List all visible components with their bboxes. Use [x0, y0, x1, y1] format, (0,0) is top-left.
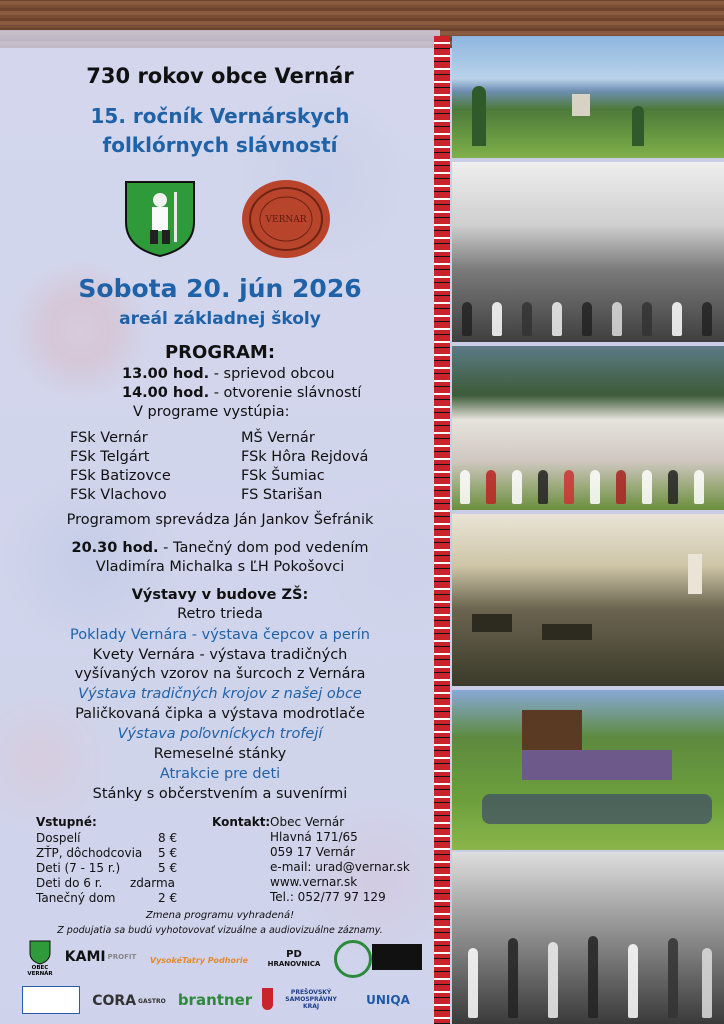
logo-psk [262, 984, 346, 1014]
program-host: Programom sprevádza Ján Jankov Šefránik [66, 512, 374, 528]
subtitle-line: folklórnych slávností [102, 133, 338, 157]
ticket-label: ZŤP, dôchodcovia [36, 846, 143, 860]
performer-right: MŠ Vernár [241, 430, 315, 446]
program-time: 20.30 hod. [71, 540, 159, 556]
figure-shape [538, 470, 548, 504]
event-date: Sobota 20. jún 2026 [78, 274, 362, 303]
figure-shape [642, 470, 652, 504]
stage-shape [522, 710, 582, 750]
logo-label: KAMI [64, 949, 106, 965]
program-text: - Tanečný dom pod vedením [158, 540, 369, 556]
coat-of-arms-icon [120, 178, 200, 258]
figure-shape [702, 948, 712, 1018]
contact-email[interactable]: e-mail: urad@vernar.sk [270, 860, 410, 874]
embroidered-ribbon [434, 36, 450, 1024]
program-text: - sprievod obcou [209, 366, 335, 382]
figure-shape [612, 302, 622, 336]
ticket-price: 5 € [158, 846, 178, 860]
logo-program-icon [22, 986, 80, 1014]
logo-label: CORA [92, 993, 137, 1009]
psk-shield-icon [262, 988, 273, 1010]
stage-floor-shape [522, 750, 672, 780]
crest-mini-icon [28, 939, 52, 965]
logo-hunting-association-icon [334, 940, 372, 978]
performer-left: FSk Vlachovo [70, 487, 167, 503]
logo-cora-gastro [90, 988, 168, 1014]
exhibition-item: Remeselné stánky [153, 746, 287, 762]
contact-line: Obec Vernár [270, 815, 345, 829]
performer-left: FSk Batizovce [70, 468, 171, 484]
figure-shape [468, 948, 478, 1018]
figure-shape [582, 302, 592, 336]
ticket-price: 2 € [158, 891, 178, 905]
figure-shape [522, 302, 532, 336]
logo-obec-vernar [22, 938, 58, 978]
figure-shape [616, 470, 626, 504]
program-item [122, 366, 335, 382]
exhibition-item: Kvety Vernára - výstava tradičných [92, 647, 348, 663]
figure-shape [672, 302, 682, 336]
exhibition-item: vyšívaných vzorov na šurcoch z Vernára [74, 666, 366, 682]
logo-label: PREŠOVSKÝ SAMOSPRÁVNY KRAJ [285, 988, 337, 1010]
event-place: areál základnej školy [119, 309, 321, 329]
ticket-label: Tanečný dom [36, 891, 116, 905]
crowd-shape [482, 794, 712, 824]
church-shape [688, 554, 702, 594]
program-heading: PROGRAM: [164, 342, 276, 363]
tickets-heading: Vstupné: [36, 815, 97, 829]
performer-right: FSk Hôra Rejdová [241, 449, 369, 465]
logo-label: OBEC VERNÁR [27, 965, 53, 977]
photo-festival-stage [452, 690, 724, 850]
exhibition-item: Paličkovaná čipka a výstava modrotlače [75, 706, 365, 722]
photo-folk-group-bw [452, 162, 724, 342]
poster-title: 730 rokov obce Vernár [86, 64, 354, 88]
logo-sublabel: PROFIT [107, 953, 137, 961]
figure-shape [590, 470, 600, 504]
performer-right: FSk Šumiac [241, 468, 325, 484]
ticket-label: Deti do 6 r. [36, 876, 103, 890]
ticket-label: Deti (7 - 15 r.) [36, 861, 121, 875]
figure-shape [460, 470, 470, 504]
figure-shape [702, 302, 712, 336]
exhibition-item: Výstava tradičných krojov z našej obce [78, 686, 362, 702]
performers-intro: V programe vystúpia: [133, 404, 290, 420]
exhibition-item: Poklady Vernára - výstava čepcov a perín [70, 627, 370, 643]
performer-right: FS Starišan [241, 487, 323, 503]
evening-program [20, 540, 420, 556]
ticket-price: 5 € [158, 861, 178, 875]
ticket-price: 8 € [158, 831, 178, 845]
note-recording: Z podujatia sa budú vyhotovovať vizuálne a audiovizuálne záznamy. [57, 925, 383, 936]
figure-shape [492, 302, 502, 336]
note-program-change: Zmena programu vyhradená! [145, 910, 295, 921]
contact-website[interactable]: www.vernar.sk [270, 875, 358, 889]
tree-shape [472, 86, 486, 146]
figure-shape [512, 470, 522, 504]
performer-left: FSk Vernár [70, 430, 148, 446]
poster-subtitle [20, 102, 420, 160]
photo-village-landscape [452, 36, 724, 158]
church-shape [572, 94, 590, 116]
performer-left: FSk Telgárt [70, 449, 150, 465]
house-shape [472, 614, 512, 632]
figure-shape [642, 302, 652, 336]
logo-vysoke-tatry: VysokéTatry Podhorie [149, 955, 249, 965]
seal-text: VERNAR [265, 215, 307, 225]
logo-partner-dark-icon [372, 944, 422, 970]
figure-shape [628, 944, 638, 1018]
tree-shape [632, 106, 644, 146]
logo-brantner: brantner [177, 991, 253, 1009]
figure-shape [552, 302, 562, 336]
figure-shape [694, 470, 704, 504]
program-time: 13.00 hod. [122, 366, 210, 382]
logo-pd-hranovnica [262, 942, 326, 974]
exhibitions-heading: Výstavy v budove ZŠ: [131, 587, 309, 603]
contact-heading: Kontakt: [212, 815, 271, 829]
photo-historic-village [452, 514, 724, 686]
figure-shape [564, 470, 574, 504]
ticket-label: Dospelí [36, 831, 81, 845]
figure-shape [462, 302, 472, 336]
contact-line: Hlavná 171/65 [270, 830, 358, 844]
subtitle-line: 15. ročník Vernárskych [90, 104, 350, 128]
photo-folk-ensemble-color [452, 346, 724, 510]
exhibition-item: Retro trieda [177, 606, 263, 622]
program-time: 14.00 hod. [122, 385, 210, 401]
evening-program-line2: Vladimíra Michalka s ĽH Pokošovci [95, 559, 345, 575]
logo-label: PD [286, 948, 302, 960]
exhibition-item: Atrakcie pre deti [159, 766, 281, 782]
figure-shape [668, 938, 678, 1018]
photo-musicians-bw [452, 852, 724, 1024]
exhibition-item: Výstava poľovníckych trofejí [117, 726, 323, 742]
figure-shape [486, 470, 496, 504]
program-text: - otvorenie slávností [209, 385, 362, 401]
contact-line: 059 17 Vernár [270, 845, 356, 859]
program-item [122, 385, 361, 401]
figure-shape [508, 938, 518, 1018]
historic-seal-icon [240, 178, 332, 260]
logo-uniqa: UNIQA [366, 993, 410, 1007]
logo-kami [62, 942, 136, 972]
logo-sublabel: HRANOVNICA [267, 959, 321, 968]
figure-shape [548, 942, 558, 1018]
figure-shape [588, 936, 598, 1018]
exhibition-item: Stánky s občerstvením a suvenírmi [92, 786, 348, 802]
figure-shape [668, 470, 678, 504]
house-shape [542, 624, 592, 640]
contact-phone: Tel.: 052/77 97 129 [270, 890, 386, 904]
logo-sublabel: GASTRO [138, 997, 166, 1005]
ticket-price: zdarma [130, 876, 176, 890]
